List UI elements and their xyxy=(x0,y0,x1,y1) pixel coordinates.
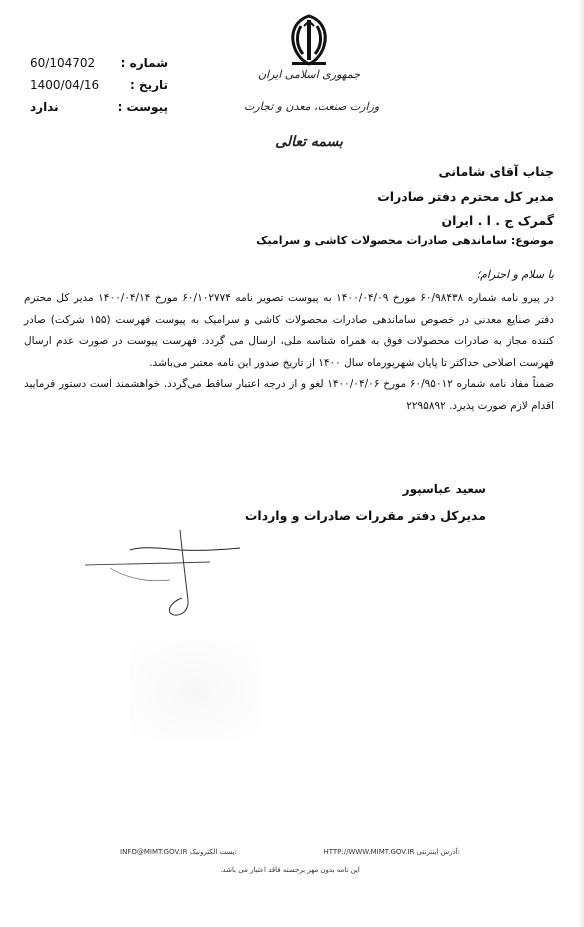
letter-date: 1400/04/16 xyxy=(30,78,100,92)
body-paragraph-2: ضمناً مفاد نامه شماره ۶۰/۹۵۰۱۲ مورخ ۱۴۰۰/۰۴/۰۶ لغو و از درجه اعتبار ساقط می‌گردد. خواهشمند است دستور فرمایید اقدام لازم صورت پذیرد. ۲۲۹۵۸۹۲ xyxy=(24,378,554,412)
signatory-title: مدیرکل دفتر مقررات صادرات و واردات xyxy=(244,508,486,523)
recipient-name: جناب آقای شامانی xyxy=(438,164,554,179)
footer-email-group xyxy=(120,848,237,856)
footer-website: HTTP://WWW.MIMT.GOV.IR xyxy=(323,848,415,856)
recipient-title: مدیر کل محترم دفتر صادرات xyxy=(377,189,554,204)
footer-email-label: پست الکترونیک: xyxy=(189,848,238,856)
letter-body xyxy=(24,288,554,417)
date-label: تاریخ : xyxy=(129,78,168,92)
footer-note: این نامه بدون مهر برجسته فاقد اعتبار می باشد. xyxy=(220,866,360,874)
recipient-org: گمرک ج . ا . ایران xyxy=(441,213,554,228)
scan-smudge xyxy=(130,640,260,740)
meta-date-row xyxy=(30,74,168,96)
signatory-name: سعید عباسپور xyxy=(402,482,486,496)
iran-emblem-icon xyxy=(284,12,334,68)
letter-subject: موضوع: ساماندهی صادرات محصولات کاشی و سرامیک xyxy=(256,234,554,247)
ministry-name: وزارت صنعت، معدن و تجارت xyxy=(244,100,380,113)
letter-number: 60/104702 xyxy=(30,56,96,70)
footer-email: INFO@MIMT.GOV.IR xyxy=(120,848,188,856)
footer-website-group xyxy=(323,848,460,856)
scan-edge-shadow xyxy=(578,0,584,927)
letter-meta xyxy=(30,52,168,118)
body-paragraph-1: در پیرو نامه شماره ۶۰/۹۸۴۳۸ مورخ ۱۴۰۰/۰۴/۰۹ به پیوست تصویر نامه ۶۰/۱۰۲۷۷۴ مورخ ۱۴۰۰/۰۴/۱۴ مدیر کل محترم دفتر صنایع معدنی در خصوص ساماندهی صادرات محصولات کاشی و سرامیک به پیوست فهرست (۱۵۵ شرکت) صادر کننده مجاز به صادرات محصولات فوق به همراه شناسه ملی، ارسال می گردد. فهرست پیوست در صورت عدم ارسال فهرست اصلاحی حداکثر تا پایان شهریورماه سال ۱۴۰۰ از تاریخ صدور این نامه معتبر می‌باشد. xyxy=(24,292,554,369)
invocation: بسمه تعالی xyxy=(275,134,343,150)
meta-attachment-row xyxy=(30,96,168,118)
country-name: جمهوری اسلامی ایران xyxy=(257,68,361,81)
attachment-value: ندارد xyxy=(30,100,59,114)
footer-website-label: آدرس اینترنتی: xyxy=(416,848,460,856)
footer-contacts xyxy=(120,848,460,856)
handwritten-signature xyxy=(70,520,280,630)
attachment-label: پیوست : xyxy=(117,100,168,114)
greeting: با سلام و احترام؛ xyxy=(476,268,554,281)
number-label: شماره : xyxy=(120,56,168,70)
meta-number-row xyxy=(30,52,168,74)
